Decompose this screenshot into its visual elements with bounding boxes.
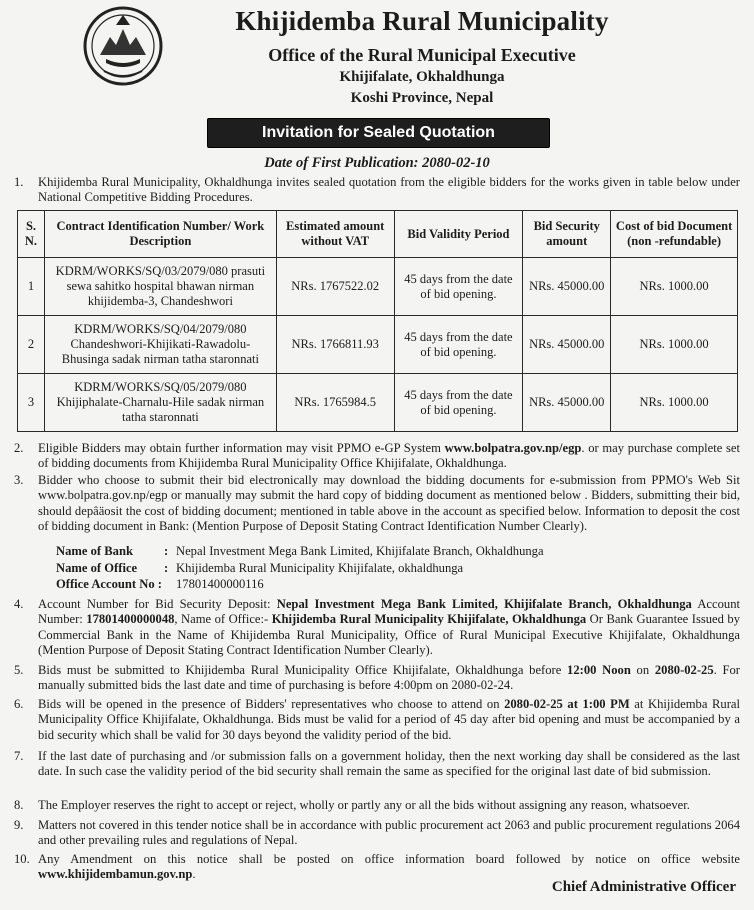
notice-item-2 [14, 441, 740, 472]
office-name: Khijidemba Rural Municipality Khijifalate, Okhaldhunga [271, 612, 587, 627]
item-text: The Employer reserves the right to accept or reject, wholly or partly any or all the bids without assigning any reason, whatsoever. [38, 798, 690, 812]
notice-item-6 [14, 697, 740, 743]
notice-item-3 [14, 473, 740, 535]
cell-estimated: NRs. 1766811.93 [276, 316, 394, 374]
item-number: 2. [14, 441, 24, 455]
column-header-validity: Bid Validity Period [394, 211, 523, 258]
bank-detail-label: Office Account No : [56, 577, 162, 591]
table-row [18, 374, 738, 432]
item-text-part: Any Amendment on this notice shall be posted on office information board followed by notice on office website [38, 852, 740, 866]
cell-sn: 3 [18, 374, 45, 432]
item-number: 6. [14, 697, 24, 711]
notice-item-9 [14, 818, 740, 849]
item-text-part: Eligible Bidders may obtain further information may visit PPMO e-GP System [38, 441, 445, 455]
item-text [38, 663, 740, 694]
item-text: If the last date of purchasing and /or submission falls on a government holiday, then the next working day shall be considered as the last date. In such case the validity period of the bid security shall remain the same as specified for the original last date of bid submission. [38, 749, 740, 779]
item-text: Khijidemba Rural Municipality, Okhaldhunga invites sealed quotation from the eligible bidders for the works given in table below under National Competitive Bidding Procedures. [38, 175, 740, 205]
cell-cost: NRs. 1000.00 [611, 258, 738, 316]
bank-detail-value: 17801400000116 [176, 577, 264, 591]
bank-detail-row [56, 543, 544, 560]
item-number: 9. [14, 818, 24, 832]
colon-separator: : [164, 560, 169, 575]
column-header-security: Bid Security amount [523, 211, 611, 258]
cell-validity: 45 days from the date of bid opening. [394, 316, 523, 374]
item-text-part: . or may purchase complete set of bidding documents from Khijidemba Rural Municipality Office Khijifalate, Okhaldhunga. [38, 441, 741, 471]
item-text [38, 441, 740, 472]
table-row [18, 258, 738, 316]
account-number: 17801400000048 [86, 612, 175, 627]
bank-detail-label: Name of Bank [56, 544, 133, 558]
bank-detail-row [56, 560, 544, 577]
notice-item-5 [14, 663, 740, 694]
colon-separator: : [164, 544, 169, 558]
item-text-part: Bids must be submitted to Khijidemba Rural Municipality Office Khijifalate, Okhaldhunga before [38, 663, 568, 677]
organization-name: Khijidemba Rural Municipality [235, 6, 609, 36]
notice-item-8 [14, 798, 740, 813]
cell-estimated: NRs. 1767522.02 [276, 258, 394, 316]
cell-contract: KDRM/WORKS/SQ/04/2079/080 Chandeshwori-Khijikati-Rawadolu-Bhusinga sadak nirman tatha staronnati [44, 316, 276, 374]
item-text-part: . For manually submitted bids the last date and time of purchasing is before 4:00pm on 2080-02-24. [38, 663, 741, 693]
item-text-part: Account Number for Bid Security Deposit: [38, 597, 277, 611]
notice-header [0, 0, 754, 116]
item-number: 8. [14, 798, 24, 812]
notice-title-banner: Invitation for Sealed Quotation [207, 118, 550, 148]
item-number: 4. [14, 597, 24, 611]
item-text-part: on [630, 663, 655, 677]
website-link[interactable]: www.khijidembamun.gov.np [38, 867, 193, 882]
cell-security: NRs. 45000.00 [523, 316, 611, 374]
bank-detail-label: Name of Office [56, 560, 138, 575]
item-text [38, 697, 740, 743]
cell-contract: KDRM/WORKS/SQ/05/2079/080 Khijiphalate-Charnalu-Hile sadak nirman tatha staronnati [44, 374, 276, 432]
item-number: 10. [14, 852, 30, 866]
cell-security: NRs. 45000.00 [523, 374, 611, 432]
bank-detail-row [56, 576, 544, 593]
cell-cost: NRs. 1000.00 [611, 374, 738, 432]
cell-validity: 45 days from the date of bid opening. [394, 374, 523, 432]
cell-estimated: NRs. 1765984.5 [276, 374, 394, 432]
cell-contract: KDRM/WORKS/SQ/03/2079/080 prasuti sewa sahitko hospital bhawan nirman khijidemba-3, Chandeshwori [44, 258, 276, 316]
signatory-title: Chief Administrative Officer [551, 879, 736, 895]
address-line-2: Koshi Province, Nepal [350, 90, 494, 106]
item-text: Matters not covered in this tender notice shall be in accordance with public procurement act 2063 and public procurement regulations 2064 and other prevailing rules and regulations of Nepal. [38, 818, 740, 848]
notice-item-7 [14, 749, 740, 780]
item-text-part: Bids will be opened in the presence of Bidders' representatives who choose to attend on [38, 697, 505, 711]
item-text: Bidder who choose to submit their bid electronically may download the bidding documents for e-submission from PPMO's Web Sit www.bolpatra.gov.np/egp or manually may submit the hard copy of bidding document as mentioned below . Bidders, submitting their bid, should depâäosit the cost of bidding document; mentioned in table above in the account as specified below. Information to deposit the cost of bidding document in Bank: (Mention Purpose of Deposit Stating Contract Identification Number Clearly). [38, 473, 740, 534]
item-text-part: . [192, 867, 196, 882]
deadline-time: 12:00 Noon [567, 663, 631, 677]
item-number: 3. [14, 473, 24, 487]
deadline-date: 2080-02-25 [654, 663, 714, 677]
quotation-table [17, 210, 738, 432]
egp-link[interactable]: www.bolpatra.gov.np/egp [444, 441, 582, 455]
publication-date: Date of First Publication: 2080-02-10 [264, 155, 490, 171]
notice-item-1 [14, 175, 740, 206]
item-text-part: at Khijidemba Rural Municipality Office Khijifalate, Okhaldhunga. Bids must be valid for a period of 45 day after bid opening and must be accompanied by a bid security which shall be valid for 30 days beyond the validity period of the bid. [38, 697, 740, 742]
cell-security: NRs. 45000.00 [523, 258, 611, 316]
office-name: Office of the Rural Municipal Executive [268, 45, 576, 65]
item-number: 5. [14, 663, 24, 677]
column-header-contract: Contract Identification Number/ Work Description [44, 211, 276, 258]
bank-detail-value: Nepal Investment Mega Bank Limited, Khijifalate Branch, Okhaldhunga [176, 544, 544, 558]
bank-name: Nepal Investment Mega Bank Limited, Khijifalate Branch, Okhaldhunga [276, 597, 692, 611]
item-text-part: Or Bank Guarantee Issued by Commercial Bank in the Name of Khijidemba Rural Municipality, Office of Rural Municipal Executive Khijifalate, Okhaldhunga (Mention Purpose of Deposit Stating Contract Identification Number Clearly). [38, 612, 741, 658]
item-text-part: , Name of Office:- [174, 612, 272, 627]
bank-detail-value: Khijidemba Rural Municipality Khijifalate, okhaldhunga [176, 560, 464, 575]
bank-details [56, 543, 544, 593]
notice-item-4 [14, 597, 740, 659]
opening-datetime: 2080-02-25 at 1:00 PM [504, 697, 630, 711]
column-header-estimated: Estimated amount without VAT [276, 211, 394, 258]
item-text-part: Account Number: [38, 597, 740, 627]
table-header-row [18, 211, 738, 258]
column-header-cost: Cost of bid Document (non -refundable) [611, 211, 738, 258]
item-text [38, 597, 740, 659]
cell-validity: 45 days from the date of bid opening. [394, 258, 523, 316]
item-number: 7. [14, 749, 24, 763]
item-number: 1. [14, 175, 24, 189]
cell-sn: 2 [18, 316, 45, 374]
address-line-1: Khijifalate, Okhaldhunga [339, 69, 505, 85]
cell-sn: 1 [18, 258, 45, 316]
column-header-sn: S. N. [18, 211, 45, 258]
cell-cost: NRs. 1000.00 [611, 316, 738, 374]
table-row [18, 316, 738, 374]
